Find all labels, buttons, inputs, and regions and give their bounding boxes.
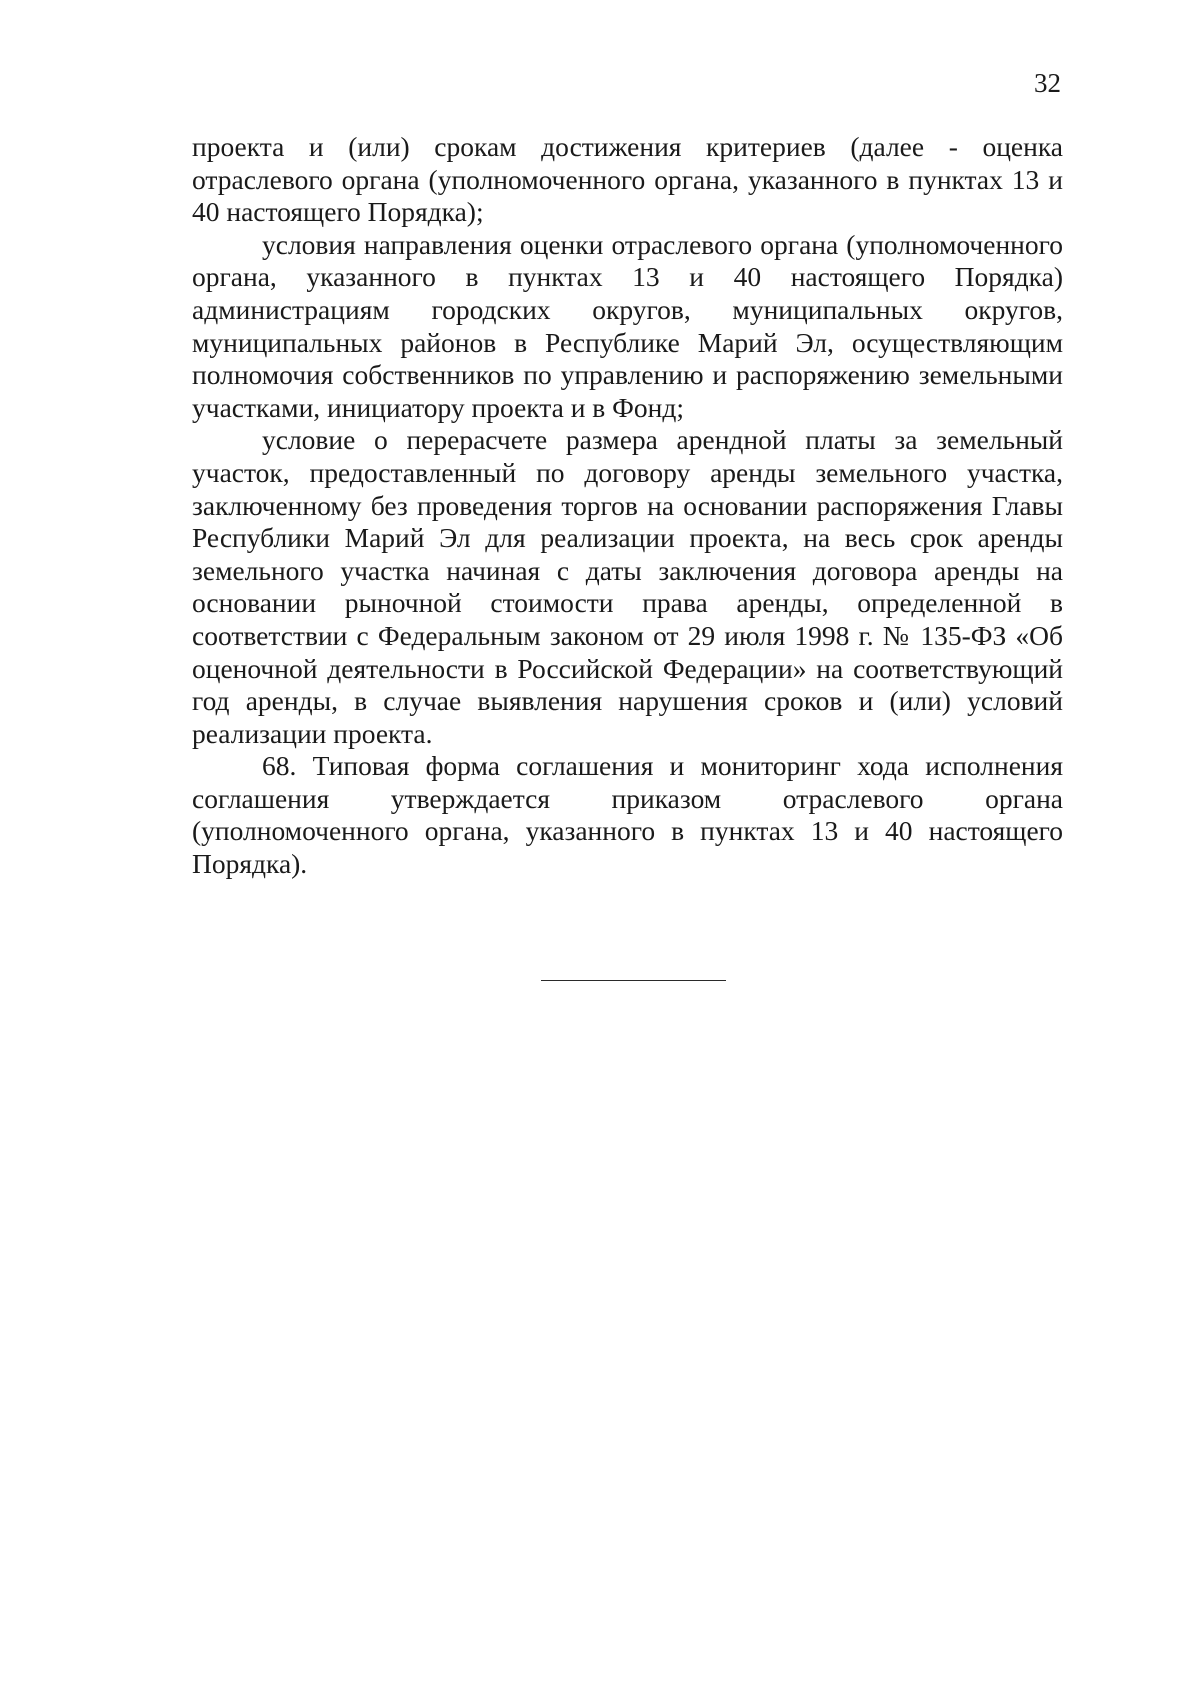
paragraph-rent-recalculation: условие о перерасчете размера арендной платы за земельный участок, предоставленный по договору аренды земельного участка, заключенному без проведения торгов на основании распоряжения Главы Республики Марий Эл для реализации проекта, на весь срок аренды земельного участка начиная с даты заключения договора аренды на основании рыночной стоимости права аренды, определенной в соответствии с Федеральным законом от 29 июля 1998 г. № 135-ФЗ «Об оценочной деятельности в Российской Федерации» на соответствующий год аренды, в случае выявления нарушения сроков и (или) условий реализации проекта. bbox=[192, 424, 1063, 749]
page-number: 32 bbox=[1034, 68, 1061, 98]
paragraph-conditions-assessment: условия направления оценки отраслевого органа (уполномоченного органа, указанного в пунктах 13 и 40 настоящего Порядка) администрациям городских округов, муниципальных округов, муниципальных районов в Республике Марий Эл, осуществляющим полномочия собственников по управлению и распоряжению земельными участками, инициатору проекта и в Фонд; bbox=[192, 228, 1063, 423]
document-body bbox=[192, 131, 1063, 881]
paragraph-68: 68. Типовая форма соглашения и мониторинг хода исполнения соглашения утверждается приказом отраслевого органа (уполномоченного органа, указанного в пунктах 13 и 40 настоящего Порядка). bbox=[192, 750, 1063, 880]
closing-divider bbox=[541, 980, 726, 981]
paragraph-continuation: проекта и (или) срокам достижения критериев (далее - оценка отраслевого органа (уполномоченного органа, указанного в пунктах 13 и 40 настоящего Порядка); bbox=[192, 131, 1063, 228]
